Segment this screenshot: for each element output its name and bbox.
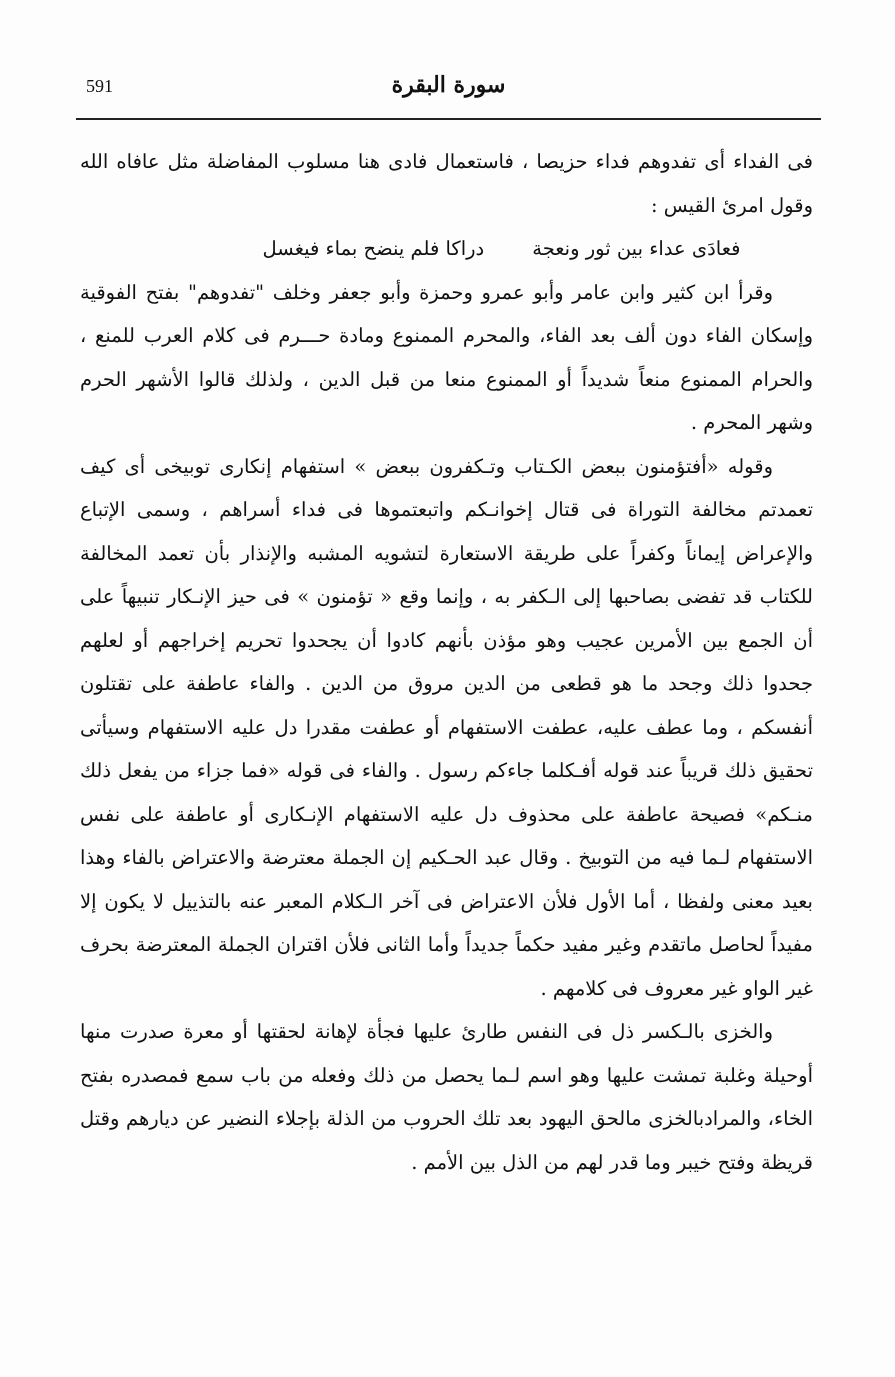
header-divider — [76, 118, 821, 120]
paragraph-3: وقوله «أفتؤمنون ببعض الكـتاب وتـكفرون ببعض » استفهام إنكارى توبيخى أى كيف تعمدتم مخالفة التوراة فى قتال إخوانـكم واتبعتموها فى فداء أسراهم ، وسمى الإتباع والإعراض إيماناً وكفراً على طريقة الاستعارة لتشويه المشبه والإنذار بأن تعمد المخالفة للكتاب قد تفضى بصاحبها إلى الـكفر به ، وإنما وقع « تؤمنون » فى حيز الإنـكار تنبيهاً على أن الجمع بين الأمرين عجيب وهو مؤذن بأنهم كادوا أن يجحدوا تحريم إخراجهم أو لعلهم جحدوا ذلك وجحد ما هو قطعى من الدين مروق من الدين . والفاء عاطفة على تقتلون أنفسكم ، وما عطف عليه، عطفت الاستفهام أو عطفت مقدرا دل عليه الاستفهام وسيأتى تحقيق ذلك قريباً عند قوله أفـكلما جاءكم رسول . والفاء فى قوله «فما جزاء من يفعل ذلك منـكم» فصيحة عاطفة على محذوف دل عليه الاستفهام الإنـكارى أو عاطفة على نفس الاستفهام لـما فيه من التوبيخ . وقال عبد الحـكيم إن الجملة معترضة والاعتراض بالفاء وهذا بعيد معنى ولفظا ، أما الأول فلأن الاعتراض فى آخر الـكلام المعبر عنه بالتذييل لا يكون إلا مفيداً لحاصل ماتقدم وغير مفيد حكماً جديداً وأما الثانى فلأن اقتران الجملة المعترضة بحرف غير الواو غير معروف فى كلامهم . — [80, 454, 813, 1000]
paragraph-4: والخزى بالـكسر ذل فى النفس طارئ عليها فجأة لإهانة لحقتها أو معرة صدرت منها أوحيلة وغلبة تمشت عليها وهو اسم لـما يحصل من ذلك وفعله من باب سمع فمصدره بفتح الخاء، والمرادبالخزى مالحق اليهود بعد تلك الحروب من الذلة بإجلاء النضير عن ديارهم وقتل قريظة وفتح خيبر وما قدر لهم من الذل بين الأمم . — [80, 1020, 813, 1174]
paragraph-2: وقرأ ابن كثير وابن عامر وأبو عمرو وحمزة وأبو جعفر وخلف "تفدوهم" بفتح الفوقية وإسكان الفاء دون ألف بعد الفاء، والمحرم الممنوع ومادة حـــرم فى كلام العرب للمنع ، والحرام الممنوع منعاً شديداً أو الممنوع منعا من قبل الدين ، ولذلك قالوا الأشهر الحرم وشهر المحرم . — [80, 280, 813, 434]
surah-title: سورة البقرة — [391, 72, 506, 98]
poetry-verse — [80, 227, 813, 271]
page-number: 591 — [86, 76, 113, 96]
body-text — [80, 140, 813, 1184]
page-header — [76, 72, 821, 116]
paragraph-1: فى الفداء أى تفدوهم فداء حزيصا ، فاستعمال فادى هنا مسلوب المفاضلة مثل عافاه الله وقول امرئ القيس : — [80, 150, 813, 217]
verse-second-hemistich: دراكا فلم ينضح بماء فيغسل — [262, 237, 485, 260]
verse-first-hemistich: فعادَى عداء بين ثور ونعجة — [532, 237, 741, 260]
